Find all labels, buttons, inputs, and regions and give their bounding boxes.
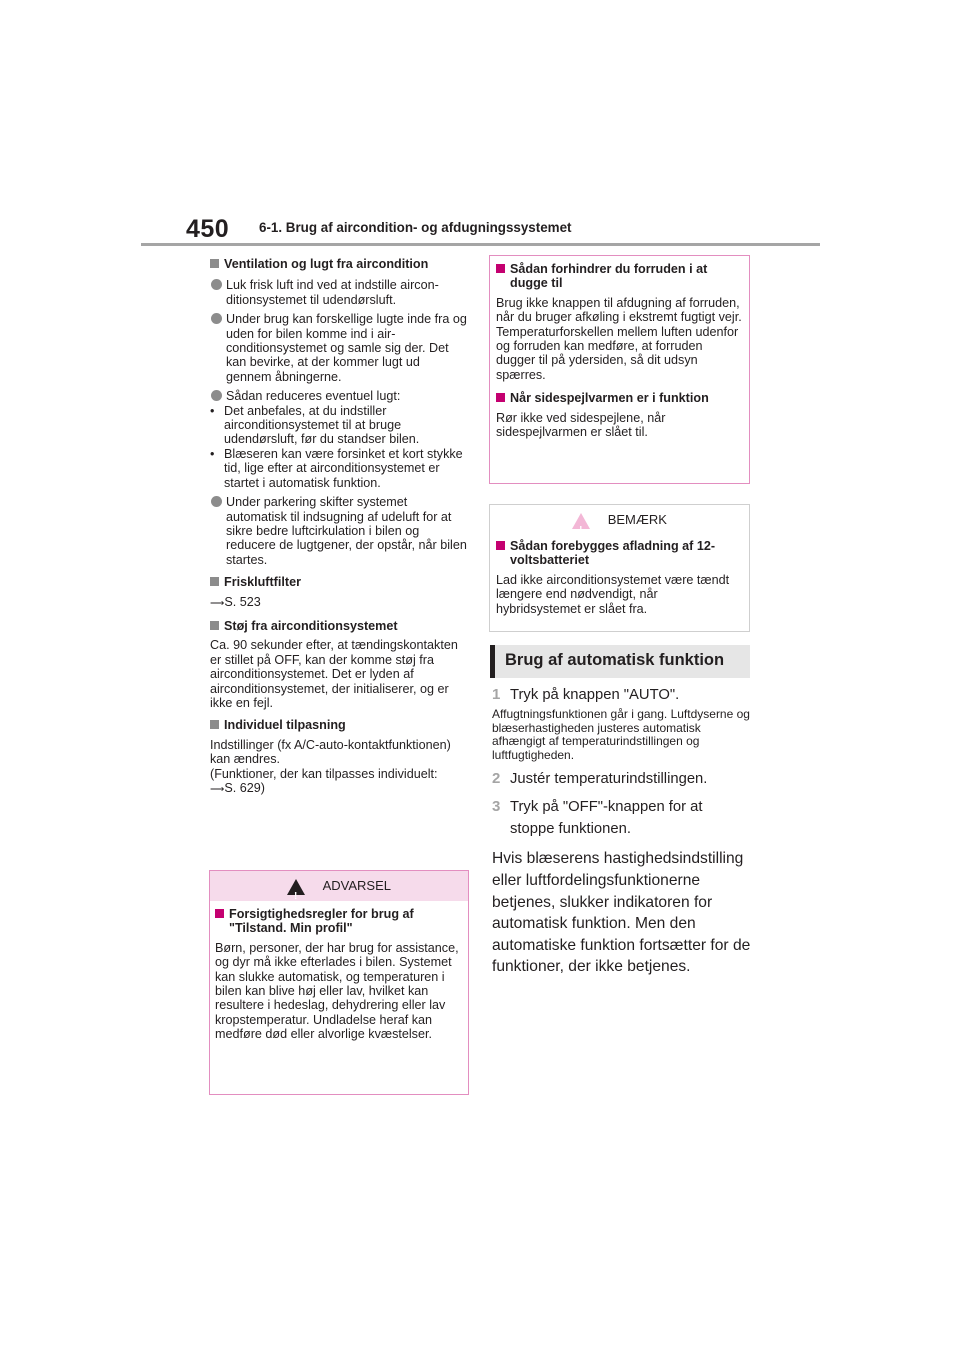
step-1-note: Affugtningsfunktionen går i gang. Luftdyserne og blæserhastigheden justeres automatisk afhængigt af temperaturindstillingen og luftfugtigheden. bbox=[492, 707, 750, 762]
page-number: 450 bbox=[186, 215, 230, 243]
list-item: Luk frisk luft ind ved at indstille aircon-ditionsystemet til udendørsluft. bbox=[210, 278, 467, 307]
right-arrow-icon: ⟶ bbox=[210, 784, 225, 795]
auto-function-paragraph: Hvis blæserens hastighedsindstilling eller luftfordelingsfunktionerne betjenes, slukker indikatoren for automatisk funktion. Men den automatiske funktion fortsætter for de funktioner, der ikke betjenes. bbox=[492, 850, 751, 976]
defog-text-2: Temperaturforskellen mellem luften udenfor og forruden kan medføre, at forruden dugger til på ydersiden, så dit udsyn spærres. bbox=[496, 324, 739, 382]
list-item: Under parkering skifter systemet automatisk til indsugning af udeluft for at sikre bedre luftcirkulation i bilen og reducere de lugtgener, der opstår, når bilen startes. bbox=[210, 495, 467, 567]
caution-triangle-icon: ! bbox=[572, 513, 590, 529]
warning-triangle-icon: ! bbox=[287, 879, 305, 895]
list-item: Sådan reduceres eventuel lugt: bbox=[210, 389, 467, 403]
square-bullet-icon bbox=[496, 393, 505, 402]
circle-bullet-icon bbox=[211, 313, 222, 324]
customization-reference: (Funktioner, der kan tilpasses individuelt: ⟶S. 629) bbox=[210, 766, 438, 795]
header-rule bbox=[141, 243, 820, 246]
sub-list-item: • Det anbefales, at du indstiller airconditionsystemet til at bruge udendørsluft, før du standser bilen. bbox=[210, 403, 420, 447]
section-title: 6-1. Brug af aircondition- og afdugningssystemet bbox=[259, 220, 572, 235]
ventilation-heading: Ventilation og lugt fra aircondition bbox=[210, 257, 467, 271]
step-3: 3 Tryk på "OFF"-knappen for at stoppe funktionen. bbox=[492, 798, 703, 838]
mirror-heater-text: Rør ikke ved sidespejlene, når sidespejlvarmen er slået til. bbox=[496, 410, 666, 440]
mirror-heater-heading: Når sidespejlvarmen er i funktion bbox=[496, 391, 744, 405]
warning-header: ! ADVARSEL bbox=[210, 871, 468, 901]
defog-text: Brug ikke knappen til afdugning af forruden, når du bruger afkøling i ekstremt fugtigt vejr. bbox=[496, 295, 742, 325]
circle-bullet-icon bbox=[211, 390, 222, 401]
right-arrow-icon: ⟶ bbox=[210, 597, 225, 609]
circle-bullet-icon bbox=[211, 496, 222, 507]
customization-heading: Individuel tilpasning bbox=[210, 718, 467, 732]
filter-reference: ⟶S. 523 bbox=[210, 594, 261, 609]
square-bullet-icon bbox=[496, 541, 505, 550]
square-bullet-icon bbox=[210, 720, 219, 729]
note-title: Sådan forebygges afladning af 12-voltsbatteriet bbox=[496, 539, 744, 568]
square-bullet-icon bbox=[210, 621, 219, 630]
left-column bbox=[210, 257, 467, 797]
square-bullet-icon bbox=[215, 909, 224, 918]
noise-text: Ca. 90 sekunder efter, at tændingskontakten er stillet på OFF, kan der komme støj fra airconditionsystemet. Det er lyden af airconditionsystemet, der initialiserer, og er ikke en fejl. bbox=[210, 638, 458, 710]
square-bullet-icon bbox=[496, 264, 505, 273]
warning-text: Børn, personer, der har brug for assistance, og dyr må ikke efterlades i bilen. Systemet kan slukke automatisk, og temperaturen i bilen kan blive høj eller lav, hvilket kan resultere i hedeslag, dehydrering eller lav kropstemperatur. Undladelse heraf kan medføre død eller alvorlige kvæstelser. bbox=[215, 940, 459, 1042]
note-header: ! BEMÆRK bbox=[490, 505, 749, 535]
square-bullet-icon bbox=[210, 577, 219, 586]
auto-function-banner: Brug af automatisk funktion bbox=[490, 645, 750, 678]
filter-heading: Friskluftfilter bbox=[210, 575, 467, 589]
sub-list-item: • Blæseren kan være forsinket et kort stykke tid, lige efter at airconditionsystemet er startet i automatisk funktion. bbox=[210, 446, 463, 490]
circle-bullet-icon bbox=[211, 279, 222, 290]
warning-box bbox=[209, 870, 469, 1095]
note-text: Lad ikke airconditionsystemet være tændt længere end nødvendigt, når hybridsystemet er slået fra. bbox=[496, 572, 730, 616]
note-box bbox=[489, 504, 750, 632]
customization-text: Indstillinger (fx A/C-auto-kontaktfunktionen) kan ændres. bbox=[210, 737, 451, 767]
list-item: Under brug kan forskellige lugte inde fra og uden for bilen komme ind i air-conditionsystemet og samle sig der. Det kan bevirke, at der kommer lugt ud gennem åbningerne. bbox=[210, 312, 467, 384]
step-2: 2 Justér temperaturindstillingen. bbox=[492, 770, 708, 788]
info-box bbox=[489, 255, 750, 484]
warning-title: Forsigtighedsregler for brug af "Tilstand. Min profil" bbox=[215, 907, 465, 936]
auto-function-steps bbox=[492, 684, 754, 978]
defog-heading: Sådan forhindrer du forruden i at dugge til bbox=[496, 262, 744, 291]
square-bullet-icon bbox=[210, 259, 219, 268]
noise-heading: Støj fra airconditionsystemet bbox=[210, 619, 467, 633]
step-1: 1 Tryk på knappen "AUTO". bbox=[492, 686, 680, 703]
